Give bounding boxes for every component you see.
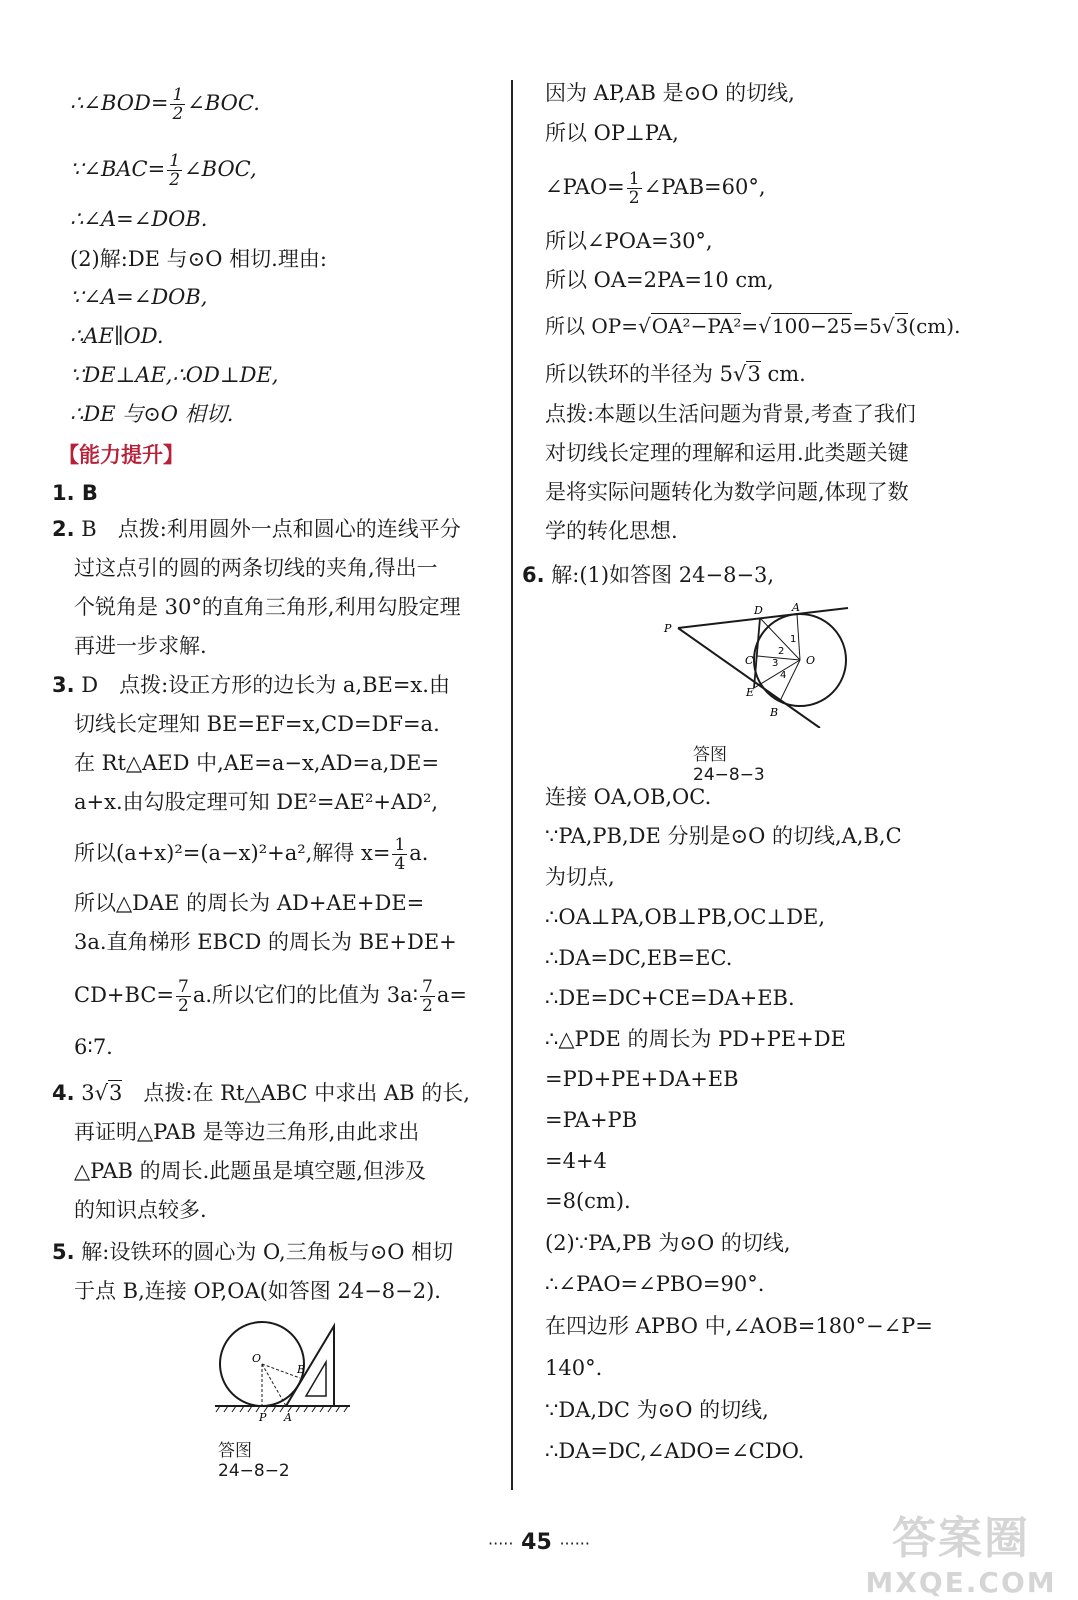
right-line-22: =8(cm). xyxy=(545,1189,631,1213)
left-line-7: ∵DE⊥AE,∴OD⊥DE, xyxy=(70,363,279,387)
segment-oa xyxy=(262,1364,286,1406)
right-line-6: 所以 OP=√OA²−PA²=√100−25=5√3(cm). xyxy=(545,314,961,338)
right-line-10: 是将实际问题转化为数学问题,体现了数 xyxy=(545,480,909,504)
figure-24-8-3-caption: 答图 24−8−3 xyxy=(693,745,765,785)
label-b: B xyxy=(770,706,779,719)
left-line-3: ∴∠A=∠DOB. xyxy=(70,207,208,231)
section-header: 【能力提升】 xyxy=(58,442,184,467)
angle-label-2: 2 xyxy=(778,646,785,657)
right-line-24: ∴∠PAO=∠PBO=90°. xyxy=(545,1272,765,1296)
figure-24-8-3 xyxy=(660,598,860,728)
label-c: C xyxy=(745,654,754,667)
right-line-11: 学的转化思想. xyxy=(545,519,678,543)
answer-3-line-3: 在 Rt△AED 中,AE=a−x,AD=a,DE= xyxy=(74,751,440,775)
segment-oa xyxy=(797,614,800,660)
answer-4-line-3: △PAB 的周长.此题虽是填空题,但涉及 xyxy=(74,1159,426,1183)
right-line-1: 因为 AP,AB 是⊙O 的切线, xyxy=(545,81,795,105)
angle-label-1: 1 xyxy=(790,634,797,645)
left-line-5: ∵∠A=∠DOB, xyxy=(70,285,208,309)
right-line-26: 140°. xyxy=(545,1356,603,1380)
right-line-14: 为切点, xyxy=(545,865,615,889)
answer-4-line-4: 的知识点较多. xyxy=(74,1198,207,1222)
answer-2-line-2: 过这点引的圆的两条切线的夹角,得出一 xyxy=(74,556,438,580)
fraction: $\frac{1}{4}$ xyxy=(394,835,406,874)
column-divider xyxy=(511,80,513,1490)
right-line-17: ∴DE=DC+CE=DA+EB. xyxy=(545,986,795,1010)
label-a: A xyxy=(284,1411,292,1424)
answer-6-line-1: 6. 解:(1)如答图 24−8−3, xyxy=(522,563,775,587)
right-line-27: ∵DA,DC 为⊙O 的切线, xyxy=(545,1398,769,1422)
answer-3-line-9: 6∶7. xyxy=(74,1035,113,1059)
answer-3-line-2: 切线长定理知 BE=EF=x,CD=DF=a. xyxy=(74,712,440,736)
right-line-23: (2)∵PA,PB 为⊙O 的切线, xyxy=(545,1231,791,1255)
left-line-6: ∴AE∥OD. xyxy=(70,324,164,348)
left-line-4: (2)解:DE 与⊙O 相切.理由: xyxy=(70,247,327,271)
figure-24-8-2-caption: 答图 24−8−2 xyxy=(218,1441,290,1481)
angle-label-4: 4 xyxy=(780,670,787,681)
label-a: A xyxy=(792,601,800,614)
right-line-20: =PA+PB xyxy=(545,1108,638,1132)
right-line-16: ∴DA=DC,EB=EC. xyxy=(545,946,733,970)
answer-3-line-4: a+x.由勾股定理可知 DE²=AE²+AD², xyxy=(74,790,439,814)
right-line-12: 连接 OA,OB,OC. xyxy=(545,785,712,809)
right-line-8: 点拨:本题以生活问题为背景,考查了我们 xyxy=(545,402,916,426)
fraction: $\frac{7}{2}$ xyxy=(422,977,433,1016)
tangent-pa xyxy=(678,608,848,628)
figure-24-8-2 xyxy=(210,1318,360,1428)
fraction: $\frac{1}{2}$ xyxy=(172,85,184,124)
left-line-1: ∴∠BOD= $\frac{1}{2}$ ∠BOC. xyxy=(70,85,260,124)
label-o: O xyxy=(806,654,816,667)
label-p: P xyxy=(664,622,672,635)
right-line-5: 所以 OA=2PA=10 cm, xyxy=(545,268,774,292)
angle-label-3: 3 xyxy=(772,658,779,669)
answer-3-line-6: 所以△DAE 的周长为 AD+AE+DE= xyxy=(74,891,425,915)
left-line-8: ∴DE 与⊙O 相切. xyxy=(70,402,234,426)
label-e: E xyxy=(746,686,755,699)
answer-3-line-8: CD+BC= $\frac{7}{2}$ a.所以它们的比值为 3a∶ $\frac{7}{2}$ a= xyxy=(74,977,467,1016)
set-square-outer xyxy=(286,1326,334,1406)
answer-1: 1. B xyxy=(52,481,98,505)
right-line-25: 在四边形 APBO 中,∠AOB=180°−∠P= xyxy=(545,1314,933,1338)
answer-3-line-1: 3. D 点拨:设正方形的边长为 a,BE=x.由 xyxy=(52,673,450,697)
watermark-logo: 答案圈 MXQE.COM xyxy=(865,1513,1057,1599)
right-line-3: ∠PAO= $\frac{1}{2}$ ∠PAB=60°, xyxy=(545,169,766,208)
right-line-18: ∴△PDE 的周长为 PD+PE+DE xyxy=(545,1027,846,1051)
answer-5-line-1: 5. 解:设铁环的圆心为 O,三角板与⊙O 相切 xyxy=(52,1240,454,1264)
left-line-2: ∵∠BAC= $\frac{1}{2}$ ∠BOC, xyxy=(70,151,257,190)
label-o: O xyxy=(252,1352,262,1365)
answer-3-line-7: 3a.直角梯形 EBCD 的周长为 BE+DE+ xyxy=(74,930,457,954)
right-line-19: =PD+PE+DA+EB xyxy=(545,1067,739,1091)
segment-ob xyxy=(262,1364,300,1378)
answer-2-line-4: 再进一步求解. xyxy=(74,634,207,658)
answer-2-line-3: 个锐角是 30°的直角三角形,利用勾股定理 xyxy=(74,595,461,619)
label-p: P xyxy=(259,1411,267,1424)
right-line-4: 所以∠POA=30°, xyxy=(545,229,713,253)
right-line-21: =4+4 xyxy=(545,1149,607,1173)
label-d: D xyxy=(754,604,763,617)
fraction: $\frac{1}{2}$ xyxy=(628,169,640,208)
right-line-15: ∴OA⊥PA,OB⊥PB,OC⊥DE, xyxy=(545,905,826,929)
answer-4-line-1: 4. 3√3 点拨:在 Rt△ABC 中求出 AB 的长, xyxy=(52,1081,470,1105)
right-line-28: ∴DA=DC,∠ADO=∠CDO. xyxy=(545,1439,805,1463)
answer-4-line-2: 再证明△PAB 是等边三角形,由此求出 xyxy=(74,1120,420,1144)
answer-3-line-5: 所以(a+x)²=(a−x)²+a²,解得 x= $\frac{1}{4}$ a. xyxy=(74,835,429,874)
right-line-13: ∵PA,PB,DE 分别是⊙O 的切线,A,B,C xyxy=(545,824,902,848)
fraction: $\frac{7}{2}$ xyxy=(178,977,189,1016)
right-line-7: 所以铁环的半径为 5√3 cm. xyxy=(545,362,806,386)
right-line-2: 所以 OP⊥PA, xyxy=(545,121,679,145)
answer-5-line-2: 于点 B,连接 OP,OA(如答图 24−8−2). xyxy=(74,1279,441,1303)
label-b: B xyxy=(297,1363,306,1376)
fraction: $\frac{1}{2}$ xyxy=(169,151,181,190)
right-line-9: 对切线长定理的理解和运用.此类题关键 xyxy=(545,441,909,465)
page-number: ····· 45 ······ xyxy=(488,1530,590,1555)
answer-2-line-1: 2. B 点拨:利用圆外一点和圆心的连线平分 xyxy=(52,517,461,541)
